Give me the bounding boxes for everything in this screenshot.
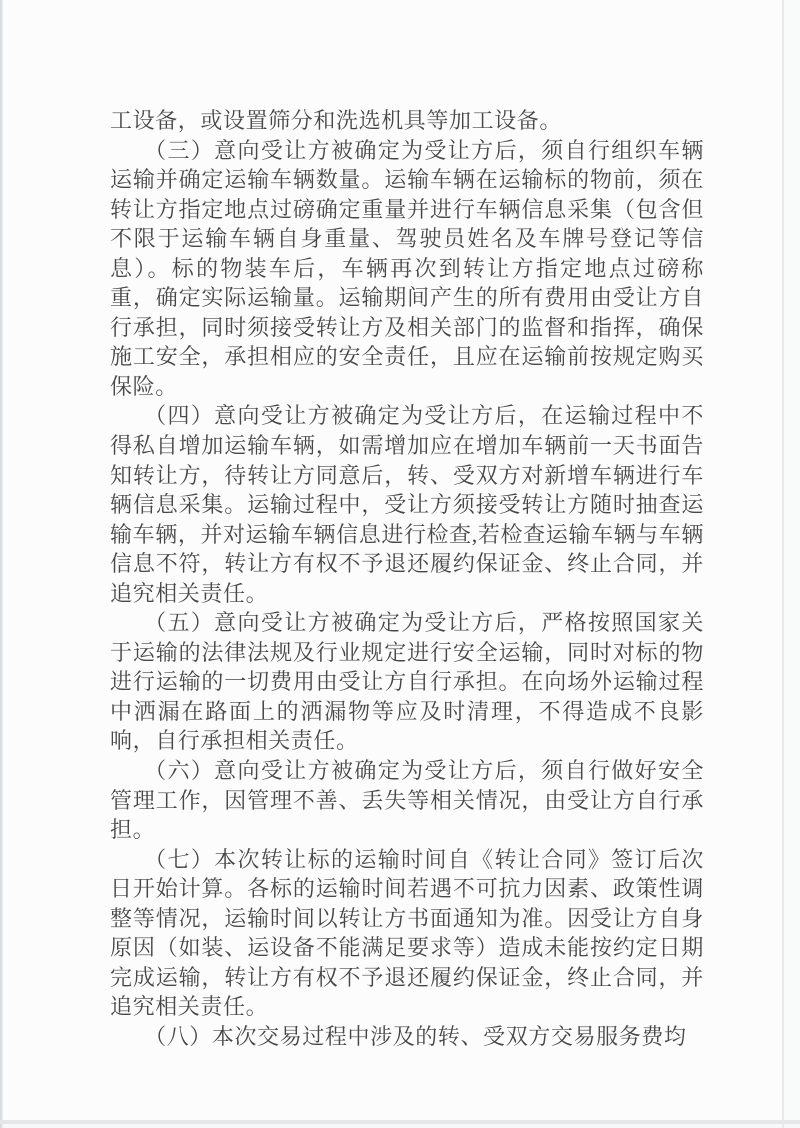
paragraph-continuation: 工设备，或设置筛分和洗选机具等加工设备。 bbox=[110, 108, 563, 133]
paragraph-clause-7: （七）本次转让标的运输时间自《转让合同》签订后次日开始计算。各标的运输时间若遇不可抗力因素、政策性调整等情况，运输时间以转让方书面通知为准。因受让方自身原因（如装、运设备不能满足要求等）造成未能按约定日期完成运输，转让方有权不予退还履约保证金，终止合同，并追究相关责任。 bbox=[110, 846, 704, 1020]
paragraph-clause-4: （四）意向受让方被确定为受让方后，在运输过程中不得私自增加运输车辆，如需增加应在增加车辆前一天书面告知转让方，待转让方同意后，转、受双方对新增车辆进行车辆信息采集。运输过程中，受让方须接受转让方随时抽查运输车辆，并对运输车辆信息进行检查,若检查运输车辆与车辆信息不符，转让方有权不予退还履约保证金、终止合同，并追究相关责任。 bbox=[110, 403, 704, 606]
scan-right-margin bbox=[784, 0, 800, 1128]
paragraph-clause-3: （三）意向受让方被确定为受让方后，须自行组织车辆运输并确定运输车辆数量。运输车辆在运输标的物前，须在转让方指定地点过磅确定重量并进行车辆信息采集（包含但不限于运输车辆自身重量、驾驶员姓名及车牌号登记等信息）。标的物装车后，车辆再次到转让方指定地点过磅称重，确定实际运输量。运输期间产生的所有费用由受让方自行承担，同时须接受转让方及相关部门的监督和指挥，确保施工安全，承担相应的安全责任，且应在运输前按规定购买保险。 bbox=[110, 137, 704, 399]
paragraph-clause-8: （八）本次交易过程中涉及的转、受双方交易服务费均 bbox=[144, 1023, 687, 1049]
scan-bottom-margin bbox=[0, 1124, 800, 1128]
paragraph-clause-5: （五）意向受让方被确定为受让方后，严格按照国家关于运输的法律法规及行业规定进行安全运输，同时对标的物进行运输的一切费用由受让方自行承担。在向场外运输过程中洒漏在路面上的洒漏物等应及时清理，不得造成不良影响，自行承担相关责任。 bbox=[110, 610, 704, 754]
paragraph-clause-6: （六）意向受让方被确定为受让方后，须自行做好安全管理工作，因管理不善、丢失等相关情况，由受让方自行承担。 bbox=[110, 758, 704, 843]
scan-edge-left bbox=[0, 0, 3, 1128]
scan-edge-bottom bbox=[0, 1120, 800, 1124]
document-text-block bbox=[110, 106, 704, 1052]
scan-edge-right bbox=[782, 0, 784, 1128]
